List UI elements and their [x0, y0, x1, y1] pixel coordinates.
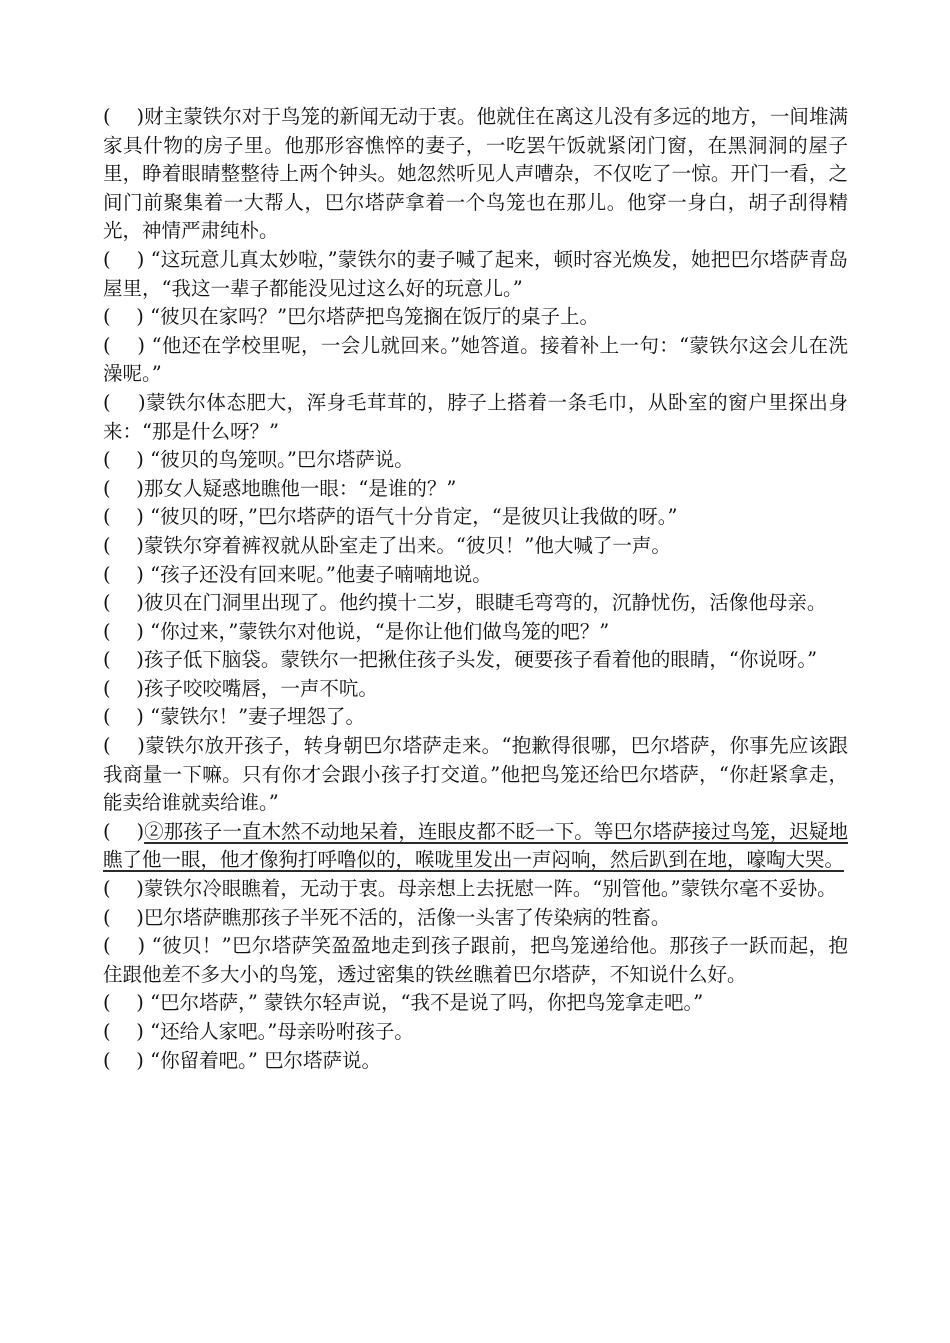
- paragraph-17-prefix: ( ): [103, 819, 145, 843]
- paragraph-14: ( )孩子咬咬嘴唇，一声不吭。: [103, 676, 378, 700]
- paragraph-6: ( ) “彼贝的鸟笼呗。”巴尔塔萨说。: [103, 448, 414, 472]
- underlined-sentence-2: ②那孩子一直木然不动地呆着，连眼皮都不眨一下。等巴尔塔萨接过鸟笼，迟疑地瞧了他一眼，他才像狗打呼噜似的，喉咙里发出一声闷响，然后趴到在地，嚎啕大哭。: [103, 819, 848, 872]
- paragraph-4: ( ) “他还在学校里呢，一会儿就回来。”她答道。接着补上一句：“蒙铁尔这会儿在洗澡呢。”: [103, 333, 848, 386]
- paragraph-16: ( )蒙铁尔放开孩子，转身朝巴尔塔萨走来。“抱歉得很哪，巴尔塔萨，你事先应该跟我商量一下嘛。只有你才会跟小孩子打交道。”他把鸟笼还给巴尔塔萨，“你赶紧拿走，能卖给谁就卖给谁。”: [103, 734, 848, 815]
- paragraph-13: ( )孩子低下脑袋。蒙铁尔一把揪住孩子头发，硬要孩子看着他的眼睛，“你说呀。”: [103, 648, 818, 672]
- paragraph-19: ( )巴尔塔萨瞧那孩子半死不活的，活像一头害了传染病的牲畜。: [103, 905, 671, 929]
- paragraph-18: ( )蒙铁尔冷眼瞧着，无动于衷。母亲想上去抚慰一阵。“别管他。”蒙铁尔毫不妥协。: [103, 877, 837, 901]
- document-page: [103, 103, 848, 1075]
- paragraph-3: ( ) “彼贝在家吗？”巴尔塔萨把鸟笼搁在饭厅的桌子上。: [103, 305, 600, 329]
- paragraph-15: ( ) “蒙铁尔！”妻子埋怨了。: [103, 705, 366, 729]
- paragraph-9: ( )蒙铁尔穿着裤衩就从卧室走了出来。“彼贝！”他大喊了一声。: [103, 533, 671, 557]
- paragraph-22: ( ) “还给人家吧。”母亲吩咐孩子。: [103, 1020, 414, 1043]
- paragraph-20: ( ) “彼贝！”巴尔塔萨笑盈盈地走到孩子跟前，把鸟笼递给他。那孩子一跃而起，抱住跟他差不多大小的鸟笼，透过密集的铁丝瞧着巴尔塔萨，不知说什么好。: [103, 934, 848, 986]
- paragraph-1: ( )财主蒙铁尔对于鸟笼的新闻无动于衷。他就住在离这儿没有多远的地方，一间堆满家具什物的房子里。他那形容憔悴的妻子，一吃罢午饭就紧闭门窗，在黑洞洞的屋子里，睁着眼睛整整待上两个钟头。她忽然听见人声嘈杂，不仅吃了一惊。开门一看，之间门前聚集着一大帮人，巴尔塔萨拿着一个鸟笼也在那儿。他穿一身白，胡子刮得精光，神情严肃纯朴。: [103, 105, 848, 243]
- paragraph-23: ( ) “你留着吧。” 巴尔塔萨说。: [103, 1048, 381, 1072]
- paragraph-5: ( )蒙铁尔体态肥大，浑身毛茸茸的，脖子上搭着一条毛巾，从卧室的窗户里探出身来：“那是什么呀？”: [103, 390, 848, 443]
- paragraph-8: ( ) “彼贝的呀，”巴尔塔萨的语气十分肯定，“是彼贝让我做的呀。”: [103, 505, 678, 529]
- paragraph-17: [103, 818, 848, 875]
- paragraph-2: ( ) “这玩意儿真太妙啦，”蒙铁尔的妻子喊了起来，顿时容光焕发，她把巴尔塔萨青岛屋里，“我这一辈子都能没见过这么好的玩意儿。”: [103, 247, 848, 300]
- paragraph-10: ( ) “孩子还没有回来呢。”他妻子喃喃地说。: [103, 562, 492, 586]
- paragraph-12: ( ) “你过来，”蒙铁尔对他说，“是你让他们做鸟笼的吧？”: [103, 619, 610, 643]
- paragraph-7: ( )那女人疑惑地瞧他一眼：“是谁的？”: [103, 476, 457, 500]
- paragraph-21: ( ) “巴尔塔萨，” 蒙铁尔轻声说，“我不是说了吗，你把鸟笼拿走吧。”: [103, 991, 704, 1015]
- paragraph-11: ( )彼贝在门洞里出现了。他约摸十二岁，眼睫毛弯弯的，沉静忧伤，活像他母亲。: [103, 591, 827, 615]
